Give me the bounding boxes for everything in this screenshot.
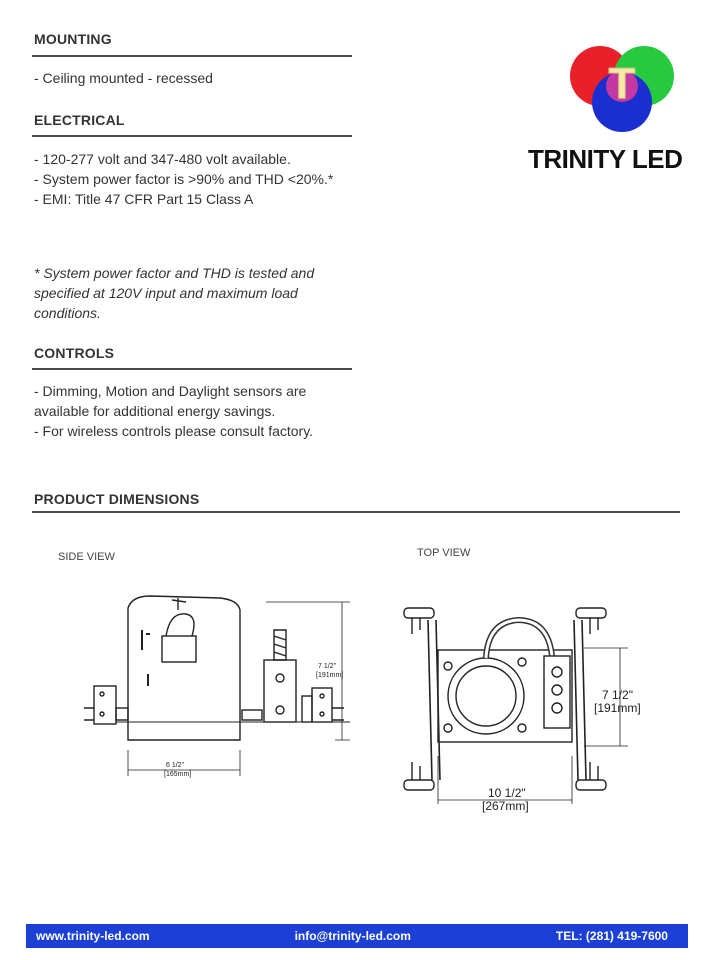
mounting-title: MOUNTING xyxy=(34,31,112,47)
side-width-label: 6 1/2" xyxy=(166,762,185,769)
electrical-title: ELECTRICAL xyxy=(34,112,125,128)
electrical-line-power-factor: - System power factor is >90% and THD <20%.* xyxy=(34,171,334,187)
electrical-line-emi: - EMI: Title 47 CFR Part 15 Class A xyxy=(34,191,254,207)
side-view-drawing xyxy=(80,590,360,790)
footer-website-link[interactable]: www.trinity-led.com xyxy=(36,929,150,943)
controls-divider xyxy=(32,368,352,370)
top-height-mm-label: [191mm] xyxy=(594,701,641,715)
side-width-mm-label: [165mm] xyxy=(164,771,192,778)
electrical-note: * System power factor and THD is tested and specified at 120V input and maximum load conditions. xyxy=(34,265,315,321)
mounting-text: - Ceiling mounted - recessed xyxy=(34,70,213,86)
side-height-label: 7 1/2" xyxy=(318,663,337,670)
side-view-label: SIDE VIEW xyxy=(58,551,115,563)
controls-line-sensors: - Dimming, Motion and Daylight sensors are available for additional energy savings. xyxy=(34,383,307,419)
logo-brand-text: TRINITY LED xyxy=(528,144,683,174)
controls-list xyxy=(34,381,352,441)
top-width-mm-label: [267mm] xyxy=(482,799,529,813)
side-height-mm-label: [191mm] xyxy=(316,672,344,679)
mounting-divider xyxy=(32,55,352,57)
electrical-divider xyxy=(32,135,352,137)
dimensions-divider xyxy=(32,511,680,513)
electrical-line-voltage: - 120-277 volt and 347-480 volt available. xyxy=(34,151,291,167)
electrical-list xyxy=(34,149,339,209)
footer-phone: TEL: (281) 419-7600 xyxy=(555,929,668,943)
top-view-label: TOP VIEW xyxy=(417,547,471,559)
footer-email-link[interactable]: info@trinity-led.com xyxy=(294,929,411,943)
controls-title: CONTROLS xyxy=(34,345,115,361)
footer-bar xyxy=(26,924,688,948)
dimensions-title: PRODUCT DIMENSIONS xyxy=(34,491,200,507)
top-view-drawing xyxy=(398,600,648,815)
logo-letter: T xyxy=(608,59,636,108)
controls-line-wireless: - For wireless controls please consult factory. xyxy=(34,423,314,439)
top-height-label: 7 1/2" xyxy=(602,688,633,702)
top-width-label: 10 1/2" xyxy=(488,786,526,800)
